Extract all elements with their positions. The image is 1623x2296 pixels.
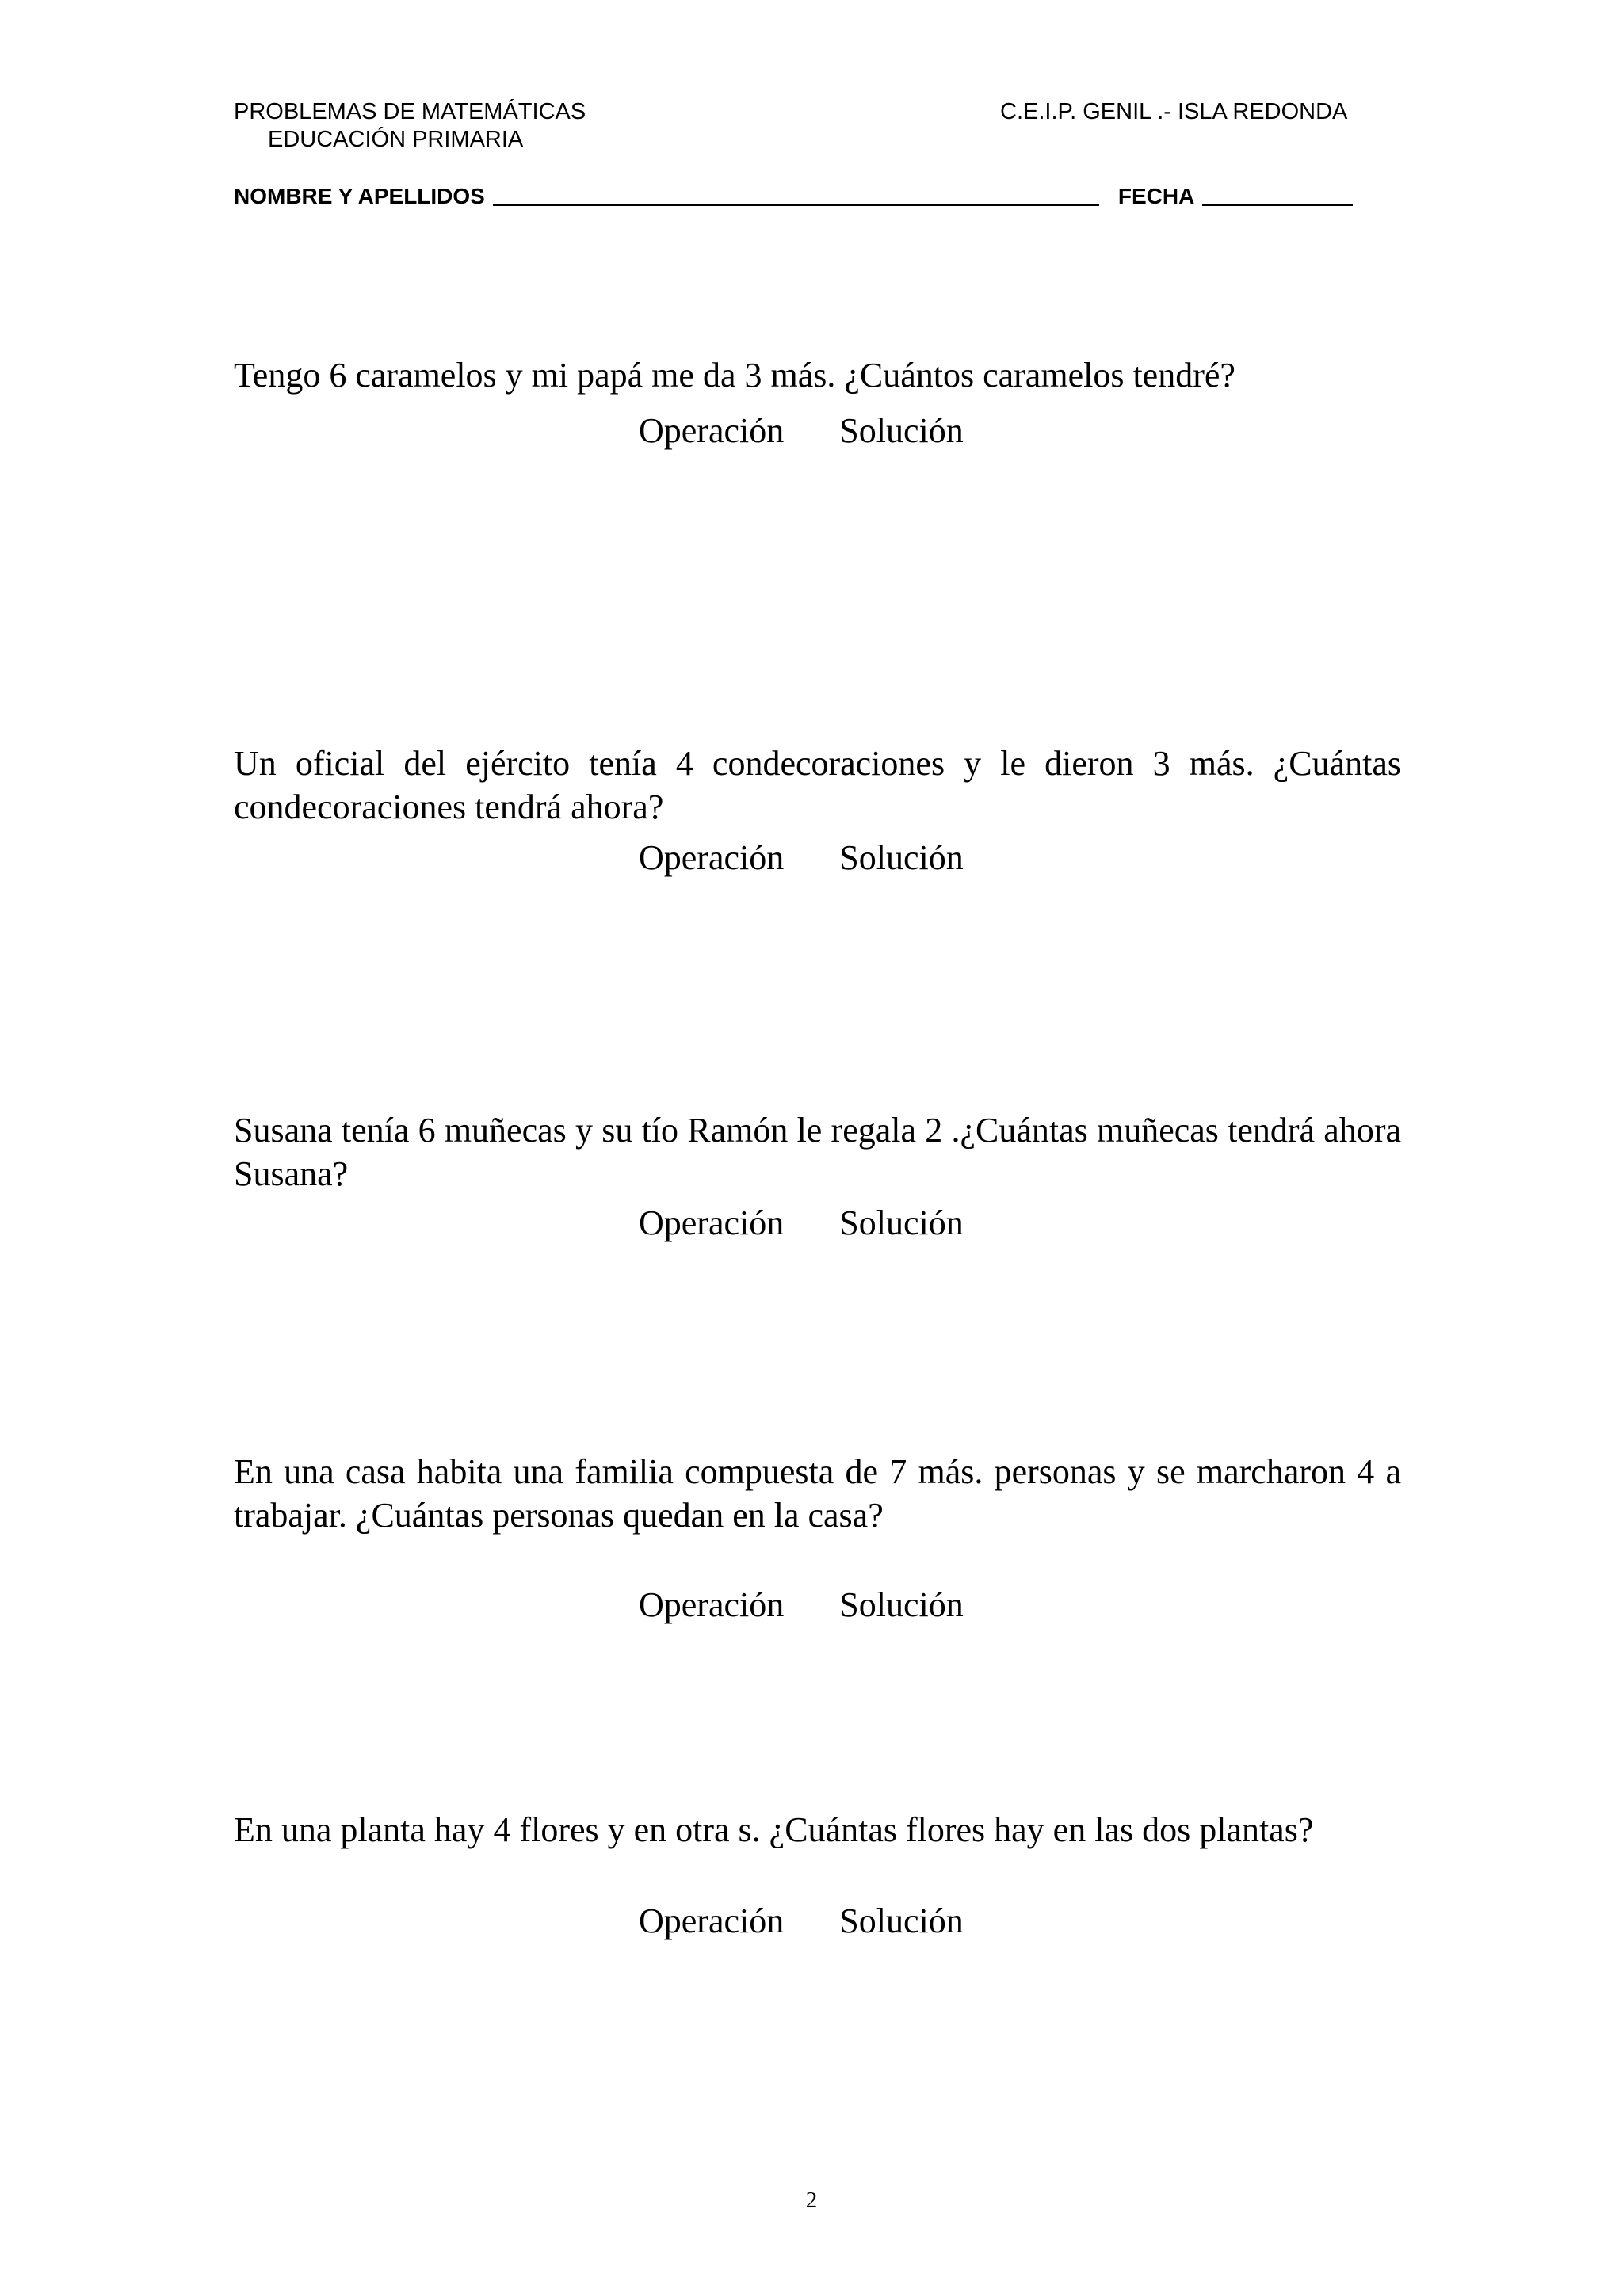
- page-number: 2: [805, 2187, 818, 2213]
- solution-label: Solución: [839, 411, 964, 450]
- operation-label: Operación: [639, 838, 785, 877]
- problem-text: En una planta hay 4 flores y en otra s. ¿Cuántas flores hay en las dos plantas?: [234, 1810, 1314, 1849]
- problem-statement-4: [234, 1450, 1401, 1537]
- problem-statement-5: [234, 1808, 1401, 1852]
- header-level: EDUCACIÓN PRIMARIA: [268, 127, 524, 152]
- problem-text: Un oficial del ejército tenía 4 condecoraciones y le dieron 3 más. ¿Cuántas condecoraciones tendrá ahora?: [234, 744, 1401, 826]
- answer-labels-4: [639, 1583, 964, 1627]
- student-info-row: [234, 183, 1353, 210]
- name-field-line[interactable]: [493, 186, 1099, 206]
- solution-label: Solución: [839, 838, 964, 877]
- operation-label: Operación: [639, 1585, 785, 1624]
- problem-statement-2: [234, 742, 1401, 829]
- answer-labels-2: [639, 836, 964, 879]
- operation-label: Operación: [639, 1203, 785, 1242]
- date-label: FECHA: [1117, 184, 1195, 208]
- problem-text: En una casa habita una familia compuesta de 7 más. personas y se marcharon 4 a trabajar. ¿Cuántas personas quedan en la casa?: [234, 1452, 1401, 1535]
- solution-label: Solución: [839, 1203, 964, 1242]
- problem-statement-1: [234, 353, 1401, 397]
- solution-label: Solución: [839, 1901, 964, 1940]
- problem-statement-3: [234, 1108, 1401, 1196]
- answer-labels-5: [639, 1899, 964, 1943]
- header-school-name: C.E.I.P. GENIL .- ISLA REDONDA: [1000, 99, 1348, 124]
- problem-text: Tengo 6 caramelos y mi papá me da 3 más. ¿Cuántos caramelos tendré?: [234, 356, 1235, 395]
- solution-label: Solución: [839, 1585, 964, 1624]
- operation-label: Operación: [639, 1901, 785, 1940]
- operation-label: Operación: [639, 411, 785, 450]
- header-subject-title: PROBLEMAS DE MATEMÁTICAS: [234, 99, 586, 124]
- answer-labels-1: [639, 409, 964, 452]
- answer-labels-3: [639, 1201, 964, 1245]
- name-label: NOMBRE Y APELLIDOS: [234, 184, 485, 208]
- problem-text: Susana tenía 6 muñecas y su tío Ramón le regala 2 .¿Cuántas muñecas tendrá ahora Susana?: [234, 1111, 1401, 1193]
- date-field-line[interactable]: [1202, 186, 1353, 206]
